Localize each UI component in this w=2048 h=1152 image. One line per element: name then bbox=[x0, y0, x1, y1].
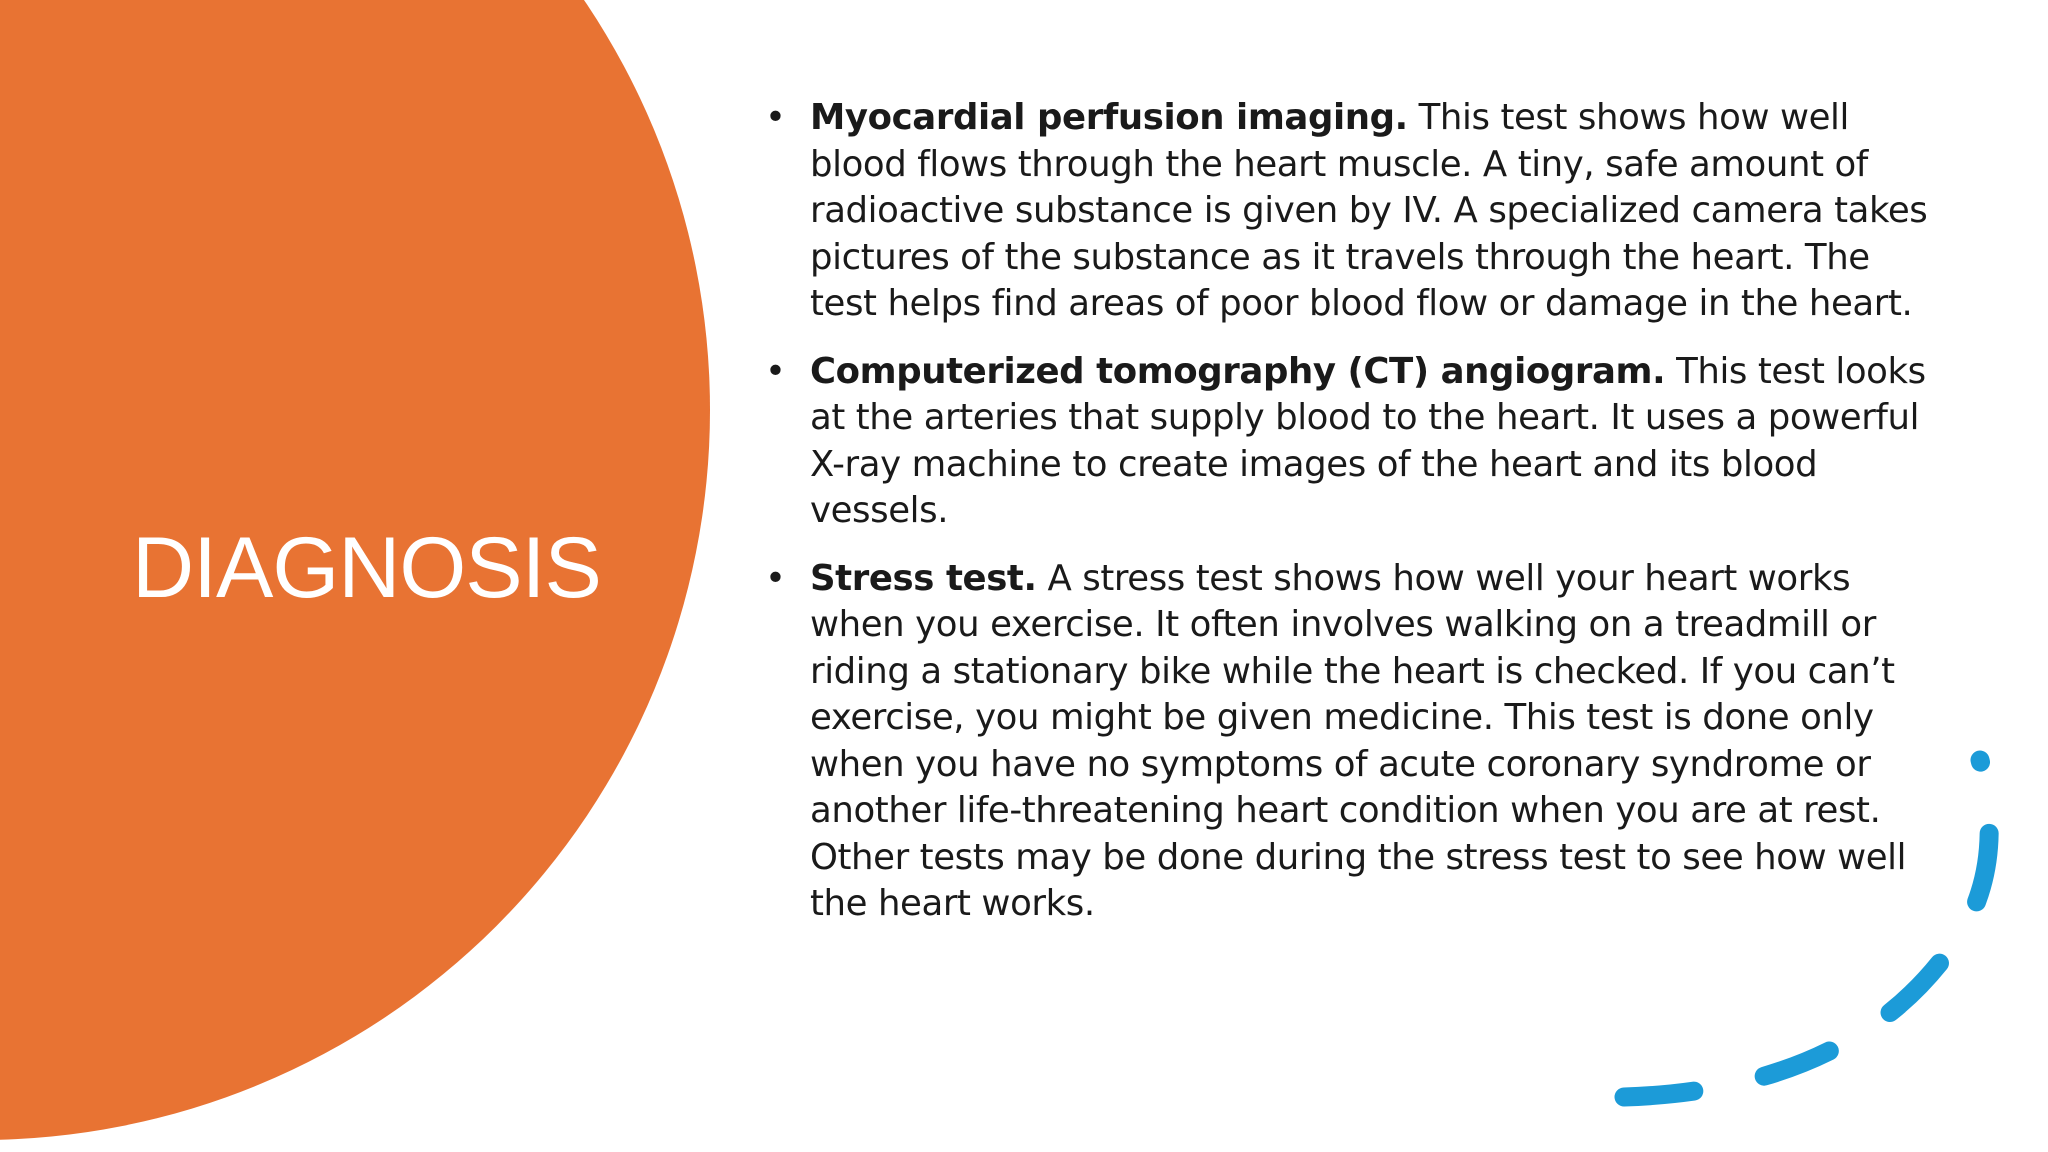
bullet-term: Computerized tomography (CT) angiogram. bbox=[810, 350, 1666, 392]
bullet-marker: • bbox=[765, 97, 786, 138]
bullet-marker: • bbox=[765, 557, 786, 599]
bullet-text: A stress test shows how well your heart works when you exercise. It often involves walking on a treadmill or riding a stationary bike while the heart is checked. If you can’t exercise, you might be given medicine. This test is done only when you have no symptoms of acute coronary syndrome or another life-threatening heart condition when you are at rest. Other tests may be done during the stress test to see how well the heart works. bbox=[810, 557, 1907, 924]
bullet-marker: • bbox=[765, 350, 786, 392]
bullet-text: This test looks at the arteries that supply blood to the heart. It uses a powerful X-ray machine to create images of the heart and its blood vessels. bbox=[810, 350, 1926, 531]
slide-title: DIAGNOSIS bbox=[132, 520, 601, 616]
bullet-term: Myocardial perfusion imaging. bbox=[810, 97, 1408, 138]
bullet-term: Stress test. bbox=[810, 557, 1037, 599]
bullet-text: This test shows how well blood flows through the heart muscle. A tiny, safe amount of radioactive substance is given by IV. A specialized camera takes pictures of the substance as it travels through the heart. The test helps find areas of poor blood flow or damage in the heart. bbox=[810, 97, 1928, 324]
dashed-arc-stroke bbox=[1624, 760, 1989, 1097]
